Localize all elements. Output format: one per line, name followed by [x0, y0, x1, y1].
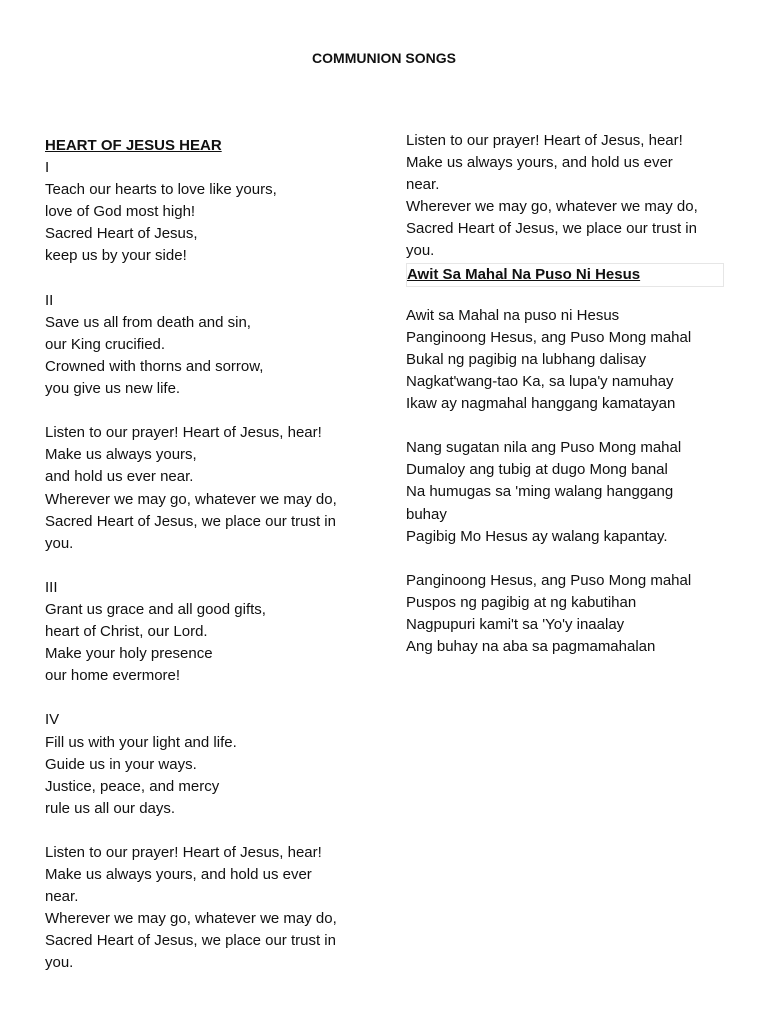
- stanza-gap: [45, 268, 375, 290]
- stanza-gap: [45, 400, 375, 422]
- song-title-heart-of-jesus: HEART OF JESUS HEAR: [45, 137, 222, 154]
- lyric-line: Nang sugatan nila ang Puso Mong mahal: [406, 439, 682, 457]
- verse-label: II: [45, 291, 54, 309]
- lyric-line: Listen to our prayer! Heart of Jesus, hear!: [45, 424, 322, 442]
- lyric-line: Na humugas sa 'ming walang hanggang: [406, 483, 674, 501]
- lyric-line: keep us by your side!: [45, 247, 187, 265]
- lyric-line: our King crucified.: [45, 335, 166, 353]
- lyric-line: buhay: [406, 505, 447, 523]
- stanza-gap: [406, 548, 736, 570]
- stanza-gap: [45, 820, 375, 842]
- lyric-line: Wherever we may go, whatever we may do,: [406, 198, 698, 216]
- lyric-line: Puspos ng pagibig at ng kabutihan: [406, 593, 637, 611]
- song-title-awit-sa-mahal: Awit Sa Mahal Na Puso Ni Hesus: [406, 263, 724, 287]
- lyric-line: you.: [406, 242, 435, 260]
- lyric-line: Listen to our prayer! Heart of Jesus, hear!: [45, 844, 322, 861]
- lyric-line: Ang buhay na aba sa pagmamahalan: [406, 638, 656, 656]
- left-column: [45, 135, 375, 975]
- lyric-line: Nagkat'wang-tao Ka, sa lupa'y namuhay: [406, 372, 674, 390]
- lyric-line: Listen to our prayer! Heart of Jesus, hear!: [406, 132, 683, 149]
- lyric-line: Guide us in your ways.: [45, 755, 197, 773]
- lyric-line: Bukal ng pagibig na lubhang dalisay: [406, 350, 647, 368]
- refrain-1: [45, 422, 375, 555]
- lyric-line: Justice, peace, and mercy: [45, 777, 220, 795]
- right-column: [406, 130, 736, 658]
- lyric-line: Make your holy presence: [45, 645, 213, 663]
- lyric-line: you.: [45, 954, 74, 972]
- verse-1: [45, 157, 375, 267]
- lyric-line: Sacred Heart of Jesus, we place our trust in: [45, 932, 336, 950]
- lyric-line: Awit sa Mahal na puso ni Hesus: [406, 306, 620, 324]
- lyric-line: Wherever we may go, whatever we may do,: [45, 910, 337, 928]
- lyric-line: Make us always yours, and hold us ever: [45, 866, 312, 884]
- stanza-3: [406, 570, 736, 658]
- lyric-line: near.: [45, 888, 79, 906]
- title-gap: [406, 287, 736, 305]
- lyric-line: Panginoong Hesus, ang Puso Mong mahal: [406, 571, 692, 589]
- verse-2: [45, 290, 375, 400]
- stanza-1: [406, 305, 736, 415]
- lyric-line: Pagibig Mo Hesus ay walang kapantay.: [406, 527, 668, 545]
- lyric-line: Sacred Heart of Jesus, we place our trust in: [406, 220, 697, 238]
- refrain-2: [45, 842, 375, 975]
- lyric-line: Dumaloy ang tubig at dugo Mong banal: [406, 461, 668, 479]
- lyric-line: Sacred Heart of Jesus,: [45, 225, 198, 243]
- lyric-line: you give us new life.: [45, 380, 181, 398]
- verse-4: [45, 709, 375, 819]
- lyric-line: love of God most high!: [45, 203, 196, 221]
- lyric-line: Sacred Heart of Jesus, we place our trust in: [45, 512, 336, 530]
- lyric-line: Nagpupuri kami't sa 'Yo'y inaalay: [406, 615, 625, 633]
- lyric-line: rule us all our days.: [45, 799, 176, 817]
- lyric-line: and hold us ever near.: [45, 468, 194, 486]
- lyric-line: Grant us grace and all good gifts,: [45, 600, 266, 618]
- lyric-line: Panginoong Hesus, ang Puso Mong mahal: [406, 328, 692, 346]
- document-title: COMMUNION SONGS: [312, 50, 456, 66]
- lyric-line: you.: [45, 534, 74, 552]
- lyric-line: Save us all from death and sin,: [45, 313, 251, 331]
- stanza-gap: [406, 415, 736, 437]
- lyric-line: Crowned with thorns and sorrow,: [45, 357, 264, 375]
- stanza-2: [406, 437, 736, 547]
- verse-3: [45, 577, 375, 687]
- lyric-line: our home evermore!: [45, 667, 181, 685]
- stanza-gap: [45, 687, 375, 709]
- verse-label: IV: [45, 711, 60, 729]
- lyric-line: heart of Christ, our Lord.: [45, 623, 208, 641]
- lyric-line: Wherever we may go, whatever we may do,: [45, 490, 337, 508]
- lyric-line: Teach our hearts to love like yours,: [45, 181, 277, 199]
- refrain-3: [406, 130, 736, 263]
- verse-label: III: [45, 578, 58, 596]
- stanza-gap: [45, 555, 375, 577]
- lyric-line: Fill us with your light and life.: [45, 733, 237, 751]
- lyric-line: Make us always yours, and hold us ever: [406, 154, 673, 172]
- verse-label: I: [45, 159, 50, 177]
- lyric-line: Make us always yours,: [45, 446, 197, 464]
- lyric-line: Ikaw ay nagmahal hanggang kamatayan: [406, 395, 676, 413]
- lyric-line: near.: [406, 176, 440, 194]
